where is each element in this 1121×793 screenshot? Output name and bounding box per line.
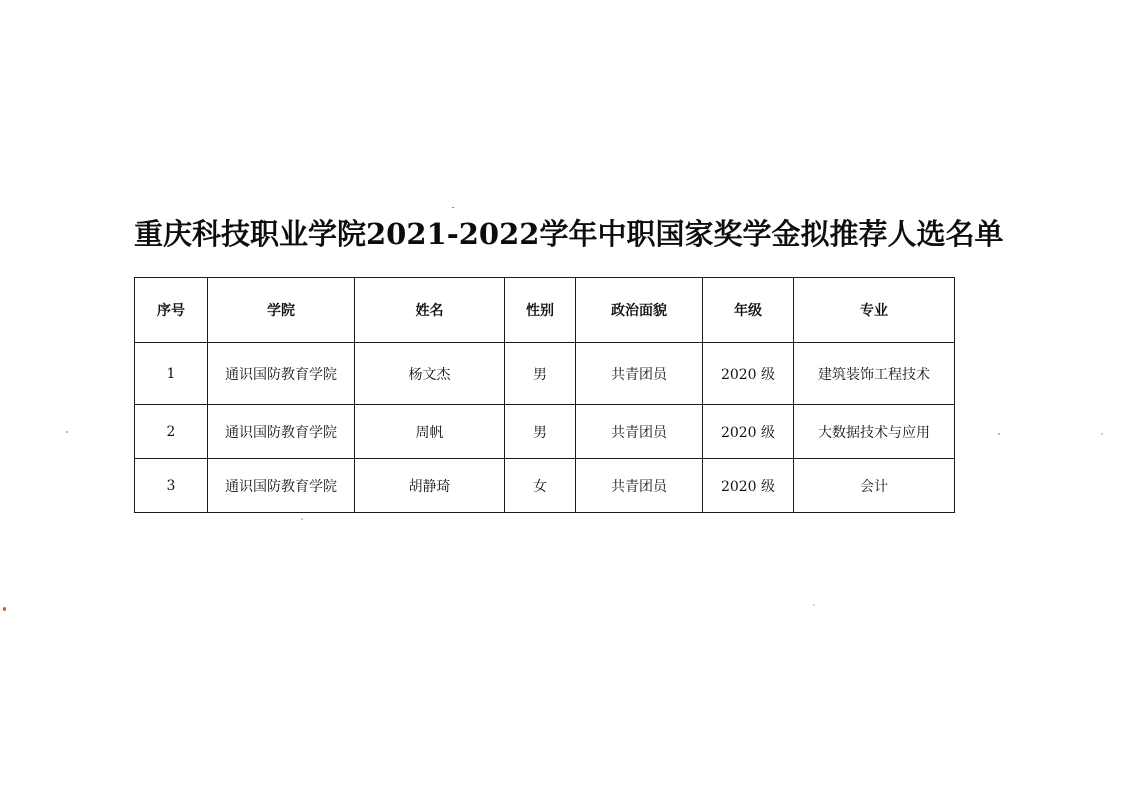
scan-speck <box>813 604 815 606</box>
table-row <box>135 343 955 405</box>
cell-index: 1 <box>135 343 208 405</box>
cell-index: 2 <box>135 405 208 459</box>
scan-speck <box>66 431 68 433</box>
scan-speck <box>3 607 6 611</box>
cell-index: 3 <box>135 459 208 513</box>
cell-college: 通识国防教育学院 <box>208 459 355 513</box>
cell-name: 周帆 <box>355 405 505 459</box>
scan-speck <box>998 433 1000 435</box>
document-title: 重庆科技职业学院2021-2022学年中职国家奖学金拟推荐人选名单 <box>134 217 1004 251</box>
cell-major: 会计 <box>794 459 955 513</box>
cell-name: 杨文杰 <box>355 343 505 405</box>
cell-major: 大数据技术与应用 <box>794 405 955 459</box>
table-row <box>135 459 955 513</box>
cell-name: 胡静琦 <box>355 459 505 513</box>
cell-grade: 2020 级 <box>703 405 794 459</box>
scan-speck <box>301 518 303 520</box>
cell-major: 建筑装饰工程技术 <box>794 343 955 405</box>
cell-gender: 男 <box>505 343 576 405</box>
table-row <box>135 405 955 459</box>
cell-gender: 女 <box>505 459 576 513</box>
cell-gender: 男 <box>505 405 576 459</box>
header-major: 专业 <box>794 278 955 343</box>
scan-speck <box>452 207 454 208</box>
header-gender: 性别 <box>505 278 576 343</box>
header-college: 学院 <box>208 278 355 343</box>
scan-speck <box>1101 433 1103 435</box>
header-grade: 年级 <box>703 278 794 343</box>
cell-grade: 2020 级 <box>703 343 794 405</box>
cell-political-status: 共青团员 <box>576 459 703 513</box>
table-header-row <box>135 278 955 343</box>
header-political-status: 政治面貌 <box>576 278 703 343</box>
cell-college: 通识国防教育学院 <box>208 405 355 459</box>
cell-political-status: 共青团员 <box>576 343 703 405</box>
header-name: 姓名 <box>355 278 505 343</box>
candidate-table <box>134 277 955 513</box>
cell-college: 通识国防教育学院 <box>208 343 355 405</box>
header-index: 序号 <box>135 278 208 343</box>
cell-political-status: 共青团员 <box>576 405 703 459</box>
cell-grade: 2020 级 <box>703 459 794 513</box>
